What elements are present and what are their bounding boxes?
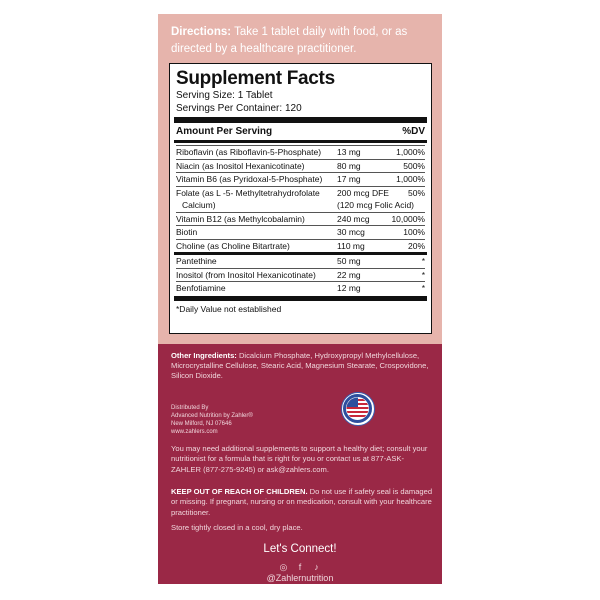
nutrient-dv: 1,000% [396, 174, 425, 184]
nutrient-amount: 110 mg [337, 240, 365, 251]
serving-size: Serving Size: 1 Tablet [176, 90, 273, 101]
nutrient-dv: * [421, 283, 425, 293]
lets-connect-heading: Let's Connect! [263, 543, 337, 555]
facts-header-row [176, 126, 425, 138]
warning-text [171, 487, 433, 518]
usa-flag-seal-icon [341, 392, 375, 426]
distributor-line: Advanced Nutrition by Zahler® [171, 413, 253, 419]
tiktok-icon[interactable]: ♪ [314, 562, 319, 572]
directions-text [171, 24, 433, 58]
thick-divider [174, 117, 427, 123]
product-label-panel [158, 14, 442, 584]
distributor-info [171, 404, 321, 436]
directions-label: Directions: [171, 26, 232, 38]
nutrient-dv: 50% [407, 187, 425, 198]
instagram-icon[interactable]: ◎ [279, 562, 288, 572]
nutrient-name: Vitamin B12 (as Methylcobalamin) [176, 213, 305, 224]
storage-instructions: Store tightly closed in a cool, dry place. [171, 523, 303, 532]
nutrient-dv: 100% [403, 227, 425, 237]
dv-header: %DV [402, 126, 425, 137]
distributor-line: Distributed By [171, 405, 209, 411]
nutrient-amount: 22 mg [337, 269, 361, 280]
nutrient-amount: 50 mg [337, 256, 361, 266]
table-row [176, 255, 425, 268]
daily-value-footnote: *Daily Value not established [176, 303, 282, 314]
table-row [176, 225, 425, 239]
amount-per-serving-header: Amount Per Serving [176, 126, 273, 137]
distributor-line: New Milford, NJ 07646 [171, 421, 232, 427]
nutrient-name: Niacin (as Inositol Hexanicotinate) [176, 160, 305, 171]
table-row [176, 239, 425, 253]
nutrient-dv: 500% [403, 160, 425, 171]
nutrient-amount: 80 mg [337, 160, 361, 171]
supplement-facts-title: Supplement Facts [176, 68, 335, 89]
nutrient-amount-note: (120 mcg Folic Acid) [337, 200, 414, 210]
usa-flag-seal-graphic [342, 393, 373, 424]
nutrient-name: Folate (as L -5- Methyltetrahydrofolate [176, 187, 320, 198]
nutrient-amount: 200 mcg DFE [337, 187, 389, 198]
nutrient-name: Riboflavin (as Riboflavin-5-Phosphate) [176, 147, 322, 157]
social-handle: @Zahlernutrition [266, 573, 334, 583]
nutrient-name: Inositol (from Inositol Hexanicotinate) [176, 269, 316, 280]
nutrient-dv: * [421, 256, 425, 266]
nutrient-name-continued: Calcium) [182, 199, 216, 210]
nutrient-amount: 12 mg [337, 283, 361, 293]
table-row [176, 186, 425, 212]
header-divider [174, 140, 427, 143]
nutrient-dv: 10,000% [391, 213, 425, 224]
other-ingredients [171, 351, 433, 382]
nutrient-name: Choline (as Choline Bitartrate) [176, 240, 290, 251]
label-top-section [158, 14, 442, 344]
table-row [176, 172, 425, 186]
nutrient-name: Vitamin B6 (as Pyridoxal-5-Phosphate) [176, 174, 323, 184]
nutrient-name: Pantethine [176, 256, 217, 266]
nutrient-name: Benfotiamine [176, 283, 226, 293]
warning-body: Do not use if safety seal is damaged or missing. If pregnant, nursing or on medication, consult with your healthcare practitioner. [171, 487, 433, 517]
nutrient-name: Biotin [176, 227, 198, 237]
nutrient-dv: 20% [407, 240, 425, 251]
nutrient-dv: * [421, 269, 425, 280]
table-row [176, 159, 425, 173]
table-row [176, 145, 425, 159]
additional-supplements-note: You may need additional supplements to support a healthy diet; consult your nutritionist for a formula that is right for you or contact us at 877-ASK-ZAHLER (877-275-9245) or ask@zahlers.com. [171, 444, 428, 474]
social-icons [158, 562, 442, 573]
warning-label: KEEP OUT OF REACH OF CHILDREN. [171, 487, 308, 496]
facebook-icon[interactable]: f [298, 562, 302, 572]
table-row [176, 268, 425, 282]
nutrient-amount: 30 mcg [337, 227, 365, 237]
distributor-line: www.zahlers.com [171, 429, 218, 435]
supplement-facts-panel [169, 63, 432, 334]
table-row [176, 281, 425, 295]
table-row [176, 212, 425, 226]
other-ingredients-label: Other Ingredients: [171, 351, 237, 360]
directions-body: Take 1 tablet daily with food, or as directed by a healthcare practitioner. [171, 26, 408, 55]
servings-per-container: Servings Per Container: 120 [176, 102, 302, 114]
nutrient-dv: 1,000% [396, 147, 425, 157]
nutrient-amount: 17 mg [337, 174, 361, 184]
nutrient-amount: 13 mg [337, 147, 361, 157]
other-ingredients-text: Dicalcium Phosphate, Hydroxypropyl Methylcellulose, Microcrystalline Cellulose, Stearic Acid, Magnesium Stearate, Crospovidone, Silicon Dioxide. [171, 351, 429, 381]
label-bottom-section [158, 344, 442, 584]
nutrient-amount: 240 mcg [337, 213, 370, 224]
